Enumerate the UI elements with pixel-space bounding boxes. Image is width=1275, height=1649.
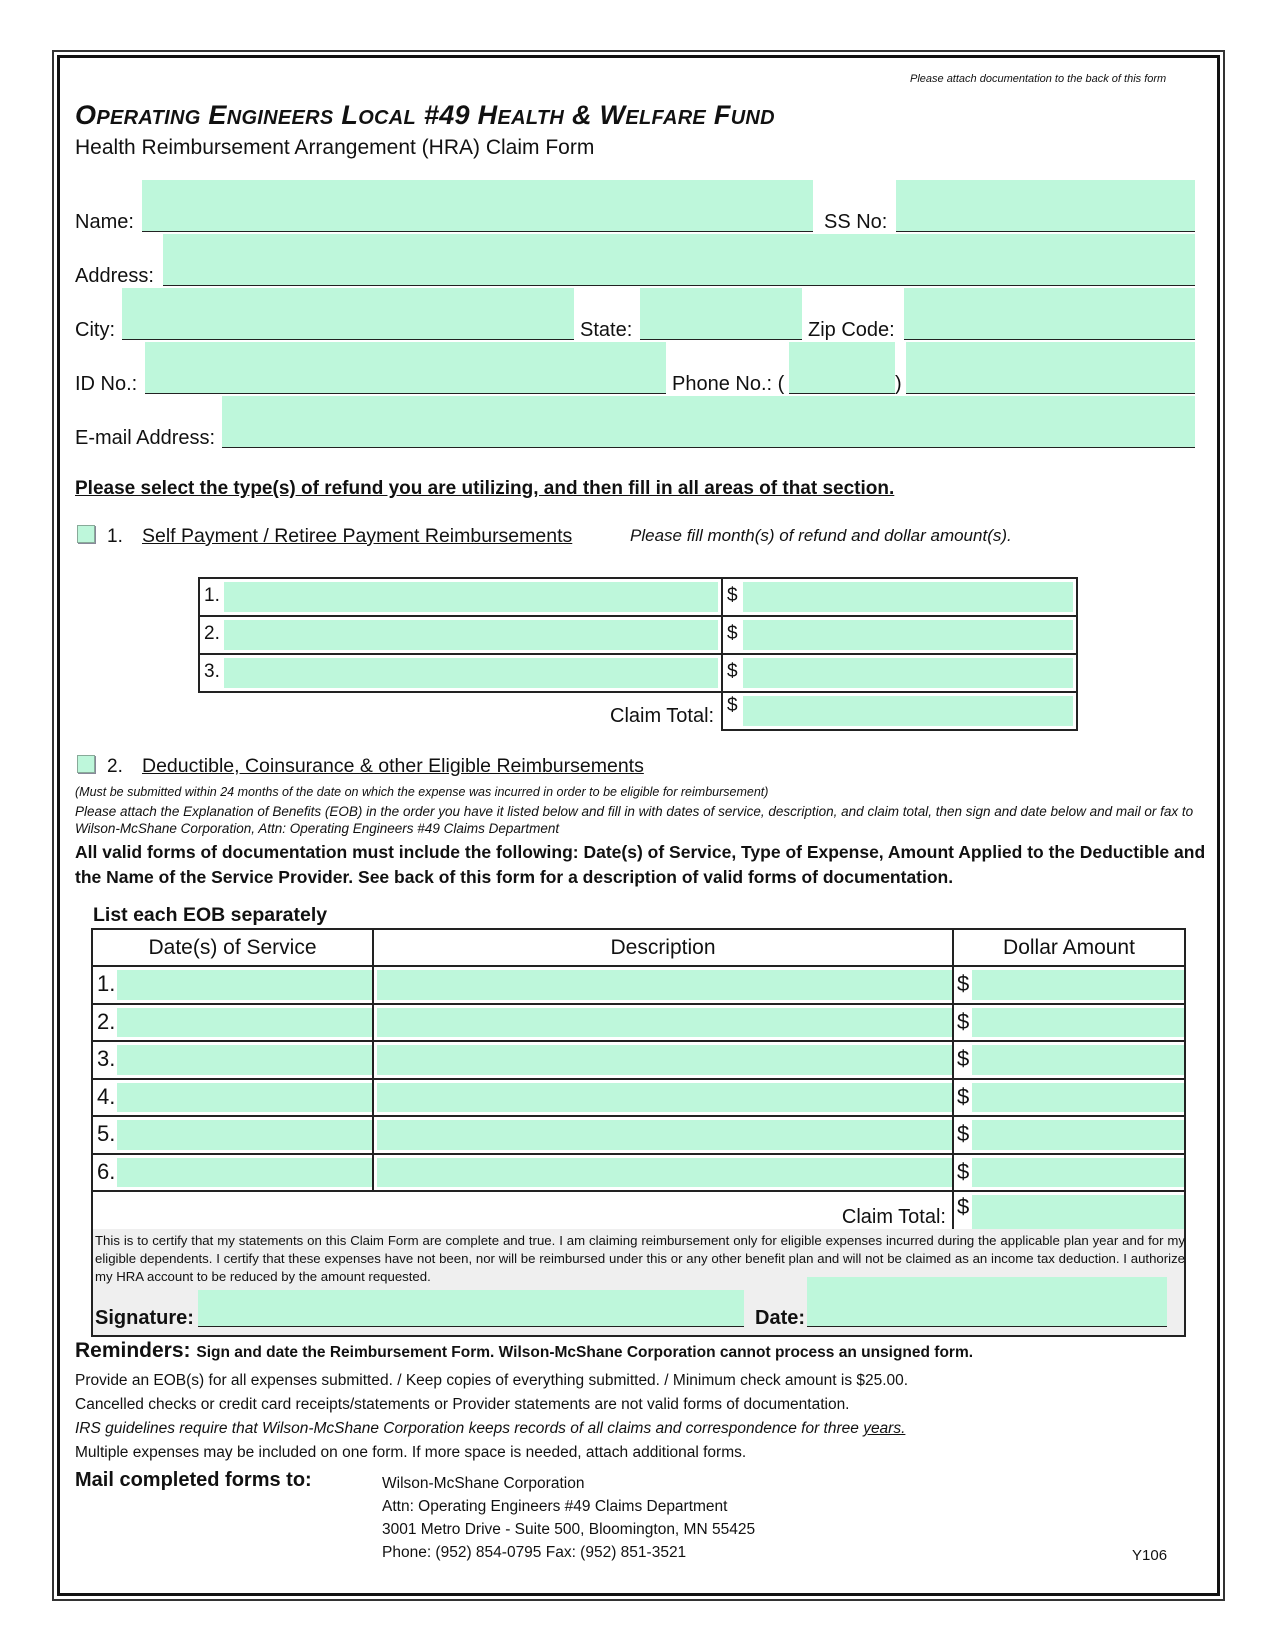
row-number: 3. [204,661,220,682]
attach-documentation-note: Please attach documentation to the back of this form [910,73,1167,85]
name-label: Name: [75,211,134,233]
section2-claim-total-label: Claim Total: [841,1206,946,1228]
address-field[interactable] [163,234,1195,286]
eob-table [91,928,1186,1234]
dollar-sign: $ [957,1121,970,1146]
ss-label: SS No: [824,211,888,233]
phone-number-field[interactable] [906,342,1195,394]
dollar-sign: $ [957,1158,970,1184]
zip-code-field[interactable] [904,288,1195,340]
email-field[interactable] [222,396,1195,448]
date-field[interactable] [807,1277,1167,1326]
table-row [92,1041,1185,1079]
address-underline [163,285,1195,286]
address-label: Address: [75,265,154,287]
dollar-sign: $ [727,623,738,644]
row-number: 1. [97,971,116,996]
reminders-sign-note: Sign and date the Reimbursement Form. Wilson-McShane Corporation cannot process an unsigned form. [196,1344,974,1361]
description-field-6[interactable] [377,1158,952,1188]
phone-close-paren: ) [895,373,902,395]
description-field-2[interactable] [377,1008,952,1038]
dollar-sign: $ [957,971,970,996]
signature-underline [198,1326,744,1327]
signature-label: Signature: [95,1307,194,1329]
section1-claim-total-label: Claim Total: [610,705,715,727]
phone-label: Phone No.: ( [672,373,785,395]
date-field-2[interactable] [117,1008,372,1038]
signature-field[interactable] [198,1290,744,1326]
reminder-line-1: Provide an EOB(s) for all expenses submitted. / Keep copies of everything submitted. / Minimum check amount is $25.00. [75,1372,909,1389]
row-number: 2. [204,623,220,644]
date-field-4[interactable] [117,1083,372,1113]
reminders-heading: Reminders: Sign and date the Reimbursement Form. Wilson-McShane Corporation cannot process an unsigned form. [75,1339,974,1362]
table-row [92,1154,1185,1192]
date-field-3[interactable] [117,1045,372,1075]
amount-field-3[interactable] [743,658,1073,688]
email-label: E-mail Address: [75,427,216,449]
fund-title: OPERATING ENGINEERS LOCAL #49 HEALTH & WELFARE FUND [75,100,775,130]
ss-underline [896,231,1195,232]
state-field[interactable] [640,288,802,340]
description-field-4[interactable] [377,1083,952,1113]
table-row [199,654,1077,692]
mail-address-line-2: Attn: Operating Engineers #49 Claims Department [382,1498,728,1515]
section1-checkbox[interactable] [77,525,95,543]
id-underline [145,393,666,394]
section2-title: Deductible, Coinsurance & other Eligible Reimbursements [142,755,644,777]
dollar-sign: $ [957,1008,970,1034]
reminder-line-4: Multiple expenses may be included on one form. If more space is needed, attach additional forms. [75,1444,747,1461]
city-label: City: [75,319,115,341]
zip-underline [904,339,1195,340]
date-underline [807,1326,1167,1327]
table-row [92,1004,1185,1042]
list-each-eob-label: List each EOB separately [93,904,328,926]
section1-note: Please fill month(s) of refund and dollar amount(s). [630,526,1012,545]
name-underline [142,231,813,232]
date-field-6[interactable] [117,1158,372,1188]
state-underline [640,339,802,340]
dollar-amount-field-3[interactable] [972,1045,1184,1075]
phone-area-code-field[interactable] [789,342,895,394]
form-subtitle: Health Reimbursement Arrangement (HRA) Claim Form [75,136,595,159]
claim-total-row [92,1191,1185,1233]
dollar-amount-field-1[interactable] [972,970,1184,1000]
dollar-sign: $ [727,695,738,716]
id-number-label: ID No.: [75,373,138,395]
dollar-amount-field-6[interactable] [972,1158,1184,1188]
table-row [199,616,1077,654]
row-number: 2. [97,1008,116,1034]
dollar-amount-field-5[interactable] [972,1120,1184,1150]
form-code: Y106 [1132,1547,1168,1564]
dollar-amount-field-2[interactable] [972,1008,1184,1038]
table-header-row [92,929,1185,966]
state-label: State: [580,319,633,341]
dollar-sign: $ [727,585,738,606]
description-header: Description [373,929,953,966]
date-label: Date: [755,1307,806,1329]
dollar-sign: $ [727,661,738,682]
row-number: 4. [97,1083,116,1109]
section2-number: 2. [107,756,123,777]
date-field-1[interactable] [117,970,372,1000]
claim-total-field-2[interactable] [972,1195,1184,1229]
section2-checkbox[interactable] [77,755,95,773]
section1-number: 1. [107,526,123,547]
zip-code-label: Zip Code: [808,319,895,341]
table-row [92,1116,1185,1154]
reminder-line-3: IRS guidelines require that Wilson-McShane Corporation keeps records of all claims and correspondence for three years. [75,1420,906,1437]
claim-total-field-1[interactable] [743,696,1073,726]
dollar-sign: $ [957,1083,970,1109]
phone-underline [906,393,1195,394]
phone-area-underline [789,393,895,394]
amount-field-2[interactable] [743,620,1073,650]
row-number: 1. [204,585,220,606]
table-row [199,578,1077,616]
dates-header: Date(s) of Service [92,929,373,966]
eob-instruction: Please attach the Explanation of Benefits (EOB) in the order you have it listed below and fill in with dates of service, description, and claim total, then sign and date below and mail or fax to Wilson-McShane Corporation, Attn: Operating Engineers #49 Claims Department [75,804,1194,836]
valid-documentation-note: All valid forms of documentation must include the following: Date(s) of Service, Type of Expense, Amount Applied to the Deductible and the Name of the Service Provider. See back of this form for a description of valid forms of documentation. [75,842,1206,887]
mail-to-heading: Mail completed forms to: [75,1469,312,1491]
mail-address-line-3: 3001 Metro Drive - Suite 500, Bloomington, MN 55425 [382,1521,756,1538]
amount-header: Dollar Amount [953,929,1185,966]
row-number: 5. [97,1121,116,1146]
email-underline [222,447,1195,448]
reminder-line-2: Cancelled checks or credit card receipts/statements or Provider statements are not valid forms of documentation. [75,1396,850,1413]
city-field[interactable] [122,288,574,340]
section1-title: Self Payment / Retiree Payment Reimbursements [142,525,573,547]
name-field[interactable] [142,180,813,232]
table-row [92,1079,1185,1117]
mail-address-line-4: Phone: (952) 854-0795 Fax: (952) 851-3521 [382,1544,687,1561]
mail-address-line-1: Wilson-McShane Corporation [382,1475,585,1492]
dollar-sign: $ [957,1046,970,1071]
date-field-5[interactable] [117,1120,372,1150]
submission-deadline-note: (Must be submitted within 24 months of the date on which the expense was incurred in order to be eligible for reimbursement) [75,785,769,799]
month-field-1[interactable] [224,582,718,612]
refund-type-instruction: Please select the type(s) of refund you are utilizing, and then fill in all areas of that section. [75,478,895,499]
city-underline [122,339,574,340]
row-number: 6. [97,1158,116,1184]
description-field-1[interactable] [377,970,952,1000]
table-row [92,966,1185,1004]
month-field-3[interactable] [224,658,718,688]
id-number-field[interactable] [145,342,666,394]
description-field-3[interactable] [377,1045,952,1075]
dollar-amount-field-4[interactable] [972,1083,1184,1113]
description-field-5[interactable] [377,1120,952,1150]
ss-number-field[interactable] [896,180,1195,232]
amount-field-1[interactable] [743,582,1073,612]
dollar-sign: $ [957,1194,970,1219]
row-number: 3. [97,1046,116,1071]
month-field-2[interactable] [224,620,718,650]
certification-text: This is to certify that my statements on this Claim Form are complete and true. I am claiming reimbursement only for eligible expenses incurred during the applicable plan year and for my eligible dependents. I certify that these expenses have not been, nor will be reimbursed under this or any other benefit plan and will not be claimed as an income tax deduction. I authorize my HRA account to be reduced by the amount requested. [95,1233,1185,1284]
